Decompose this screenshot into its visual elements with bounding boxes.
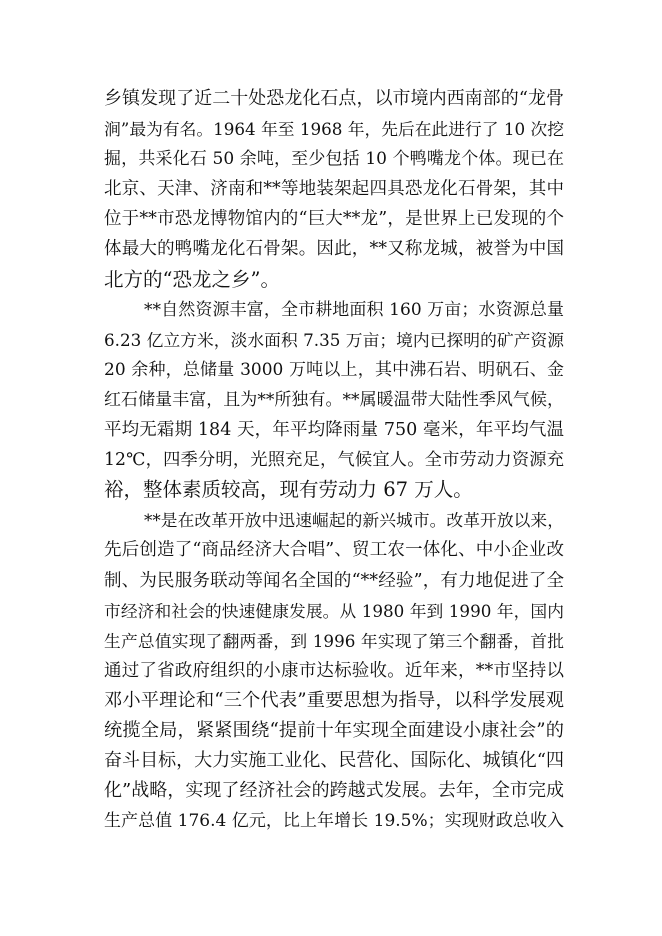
text-line: 生产总值 176.4 亿元，比上年增长 19.5%；实现财政总收入 xyxy=(104,811,564,832)
text-line: 生产总值实现了翻两番，到 1996 年实现了第三个翻番，首批 xyxy=(104,630,564,651)
text-line: 通过了省政府组织的小康市达标验收。近年来，**市坚持以 xyxy=(104,660,564,681)
paragraph-economic-development xyxy=(104,505,564,836)
text-line: 平均无霜期 184 天，年平均降雨量 750 毫米，年平均气温 xyxy=(104,420,564,441)
document-body xyxy=(104,84,564,836)
text-line: 红石储量丰富，且为**所独有。**属暖温带大陆性季风气候， xyxy=(104,389,564,410)
text-line: 位于**市恐龙博物馆内的“巨大**龙”，是世界上已发现的个 xyxy=(104,209,564,230)
text-line: 6.23 亿立方米，淡水面积 7.35 万亩；境内已探明的矿产资源 xyxy=(104,329,564,350)
text-line: 裕，整体素质较高，现有劳动力 67 万人。 xyxy=(104,478,473,502)
text-line: 北方的“恐龙之乡”。 xyxy=(104,267,280,291)
text-line: 体最大的鸭嘴龙化石骨架。因此，**又称龙城，被誉为中国 xyxy=(104,239,564,260)
text-line: 奋斗目标，大力实施工业化、民营化、国际化、城镇化“四 xyxy=(104,750,564,772)
text-line: 掘，共采化石 50 余吨，至少包括 10 个鸭嘴龙个体。现已在 xyxy=(104,149,564,170)
text-line: 先后创造了“商品经济大合唱”、贸工农一体化、中小企业改 xyxy=(104,540,564,561)
text-line: **是在改革开放中迅速崛起的新兴城市。改革开放以来， xyxy=(144,510,564,531)
text-line: 邓小平理论和“三个代表”重要思想为指导，以科学发展观 xyxy=(104,689,564,711)
text-line: 12℃，四季分明，光照充足，气候宜人。全市劳动力资源充 xyxy=(104,450,564,471)
text-line: 20 余种，总储量 3000 万吨以上，其中沸石岩、明矾石、金 xyxy=(104,359,564,380)
text-line: 乡镇发现了近二十处恐龙化石点，以市境内西南部的“龙骨 xyxy=(104,88,564,109)
text-line: 北京、天津、济南和**等地装架起四具恐龙化石骨架，其中 xyxy=(104,179,564,200)
paragraph-dinosaur-fossils xyxy=(104,84,564,295)
paragraph-natural-resources xyxy=(104,295,564,506)
text-line: 涧”最为有名。1964 年至 1968 年，先后在此进行了 10 次挖 xyxy=(104,119,565,140)
text-line: 化”战略，实现了经济社会的跨越式发展。去年，全市完成 xyxy=(104,780,564,802)
text-line: 市经济和社会的快速健康发展。从 1980 年到 1990 年，国内 xyxy=(104,600,564,621)
text-line: 统揽全局，紧紧围绕“提前十年实现全面建设小康社会”的 xyxy=(104,719,564,741)
text-line: **自然资源丰富，全市耕地面积 160 万亩；水资源总量 xyxy=(144,299,564,320)
text-line: 制、为民服务联动等闻名全国的“**经验”，有力地促进了全 xyxy=(104,570,564,591)
